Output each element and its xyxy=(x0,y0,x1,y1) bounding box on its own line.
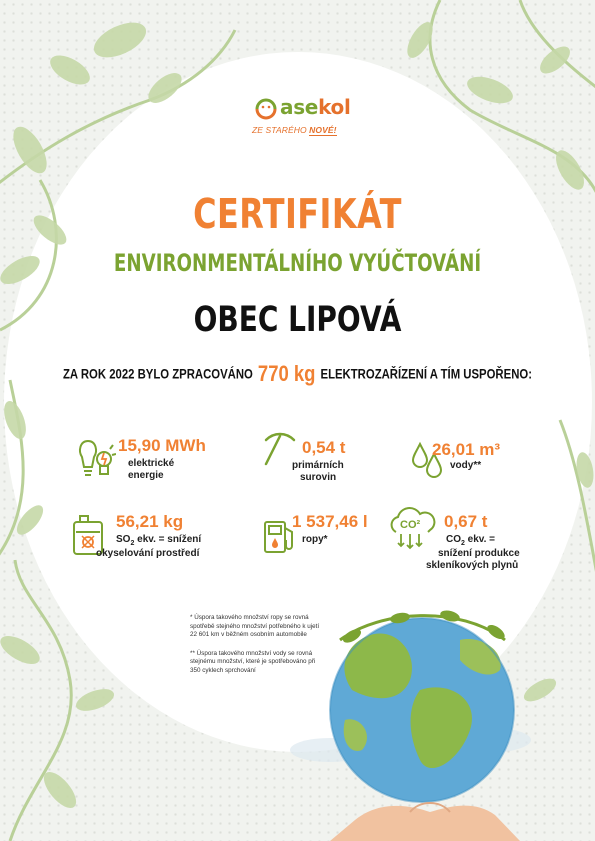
logo-wordmark: asekol xyxy=(280,95,351,119)
certificate-title: CERTIFIKÁT xyxy=(193,190,402,238)
logo-tagline: ZE STARÉHO NOVÉ! xyxy=(252,125,337,135)
summary-line: ZA ROK 2022 BYLO ZPRACOVÁNO 770 kg ELEKTROZAŘÍZENÍ A TÍM USPOŘENO: xyxy=(63,361,532,386)
municipality-name: OBEC LIPOVÁ xyxy=(193,300,402,340)
footnote-water: ** Úspora takového množství vody se rovná stejnému množství, které je spotřebováno při 350 cyklech sprchování xyxy=(190,649,316,674)
certificate-page: asekol ZE STARÉHO NOVÉ! CERTIFIKÁT ENVIRONMENTÁLNÍHO VYÚČTOVÁNÍ OBEC LIPOVÁ ZA ROK 2022 BYLO ZPRACOVÁNO 770 kg ELEKTROZAŘÍZENÍ A TÍM USPOŘENO: 15,90 MWh elektrické energie 0,54 t primárních surovin 26,01 m³ vody** 56,21 kg $SO_2$ ekv. = snížení okyselování prostředí 1 537,46 l ropy* CO² 0,67 t $CO_2$ ekv. = snížení produkce skleníkových plynů * Úspora takového množství ropy se rovná spotřebě stejného množství potřebného k ujetí 22 601 km v běžném osobním automobile ** Úspora takového množství vody se rovná stejnému množství, které je spotřebováno při 350 cyklech sprchování xyxy=(0,0,595,841)
certificate-subtitle: ENVIRONMENTÁLNÍHO VYÚČTOVÁNÍ xyxy=(113,249,482,277)
footnote-oil: * Úspora takového množství ropy se rovná spotřebě stejného množství potřebného k ujetí 22 601 km v běžném osobním automobile xyxy=(190,614,320,639)
processed-amount: 770 kg xyxy=(257,361,316,386)
co2-icon-label: CO² xyxy=(400,519,421,531)
